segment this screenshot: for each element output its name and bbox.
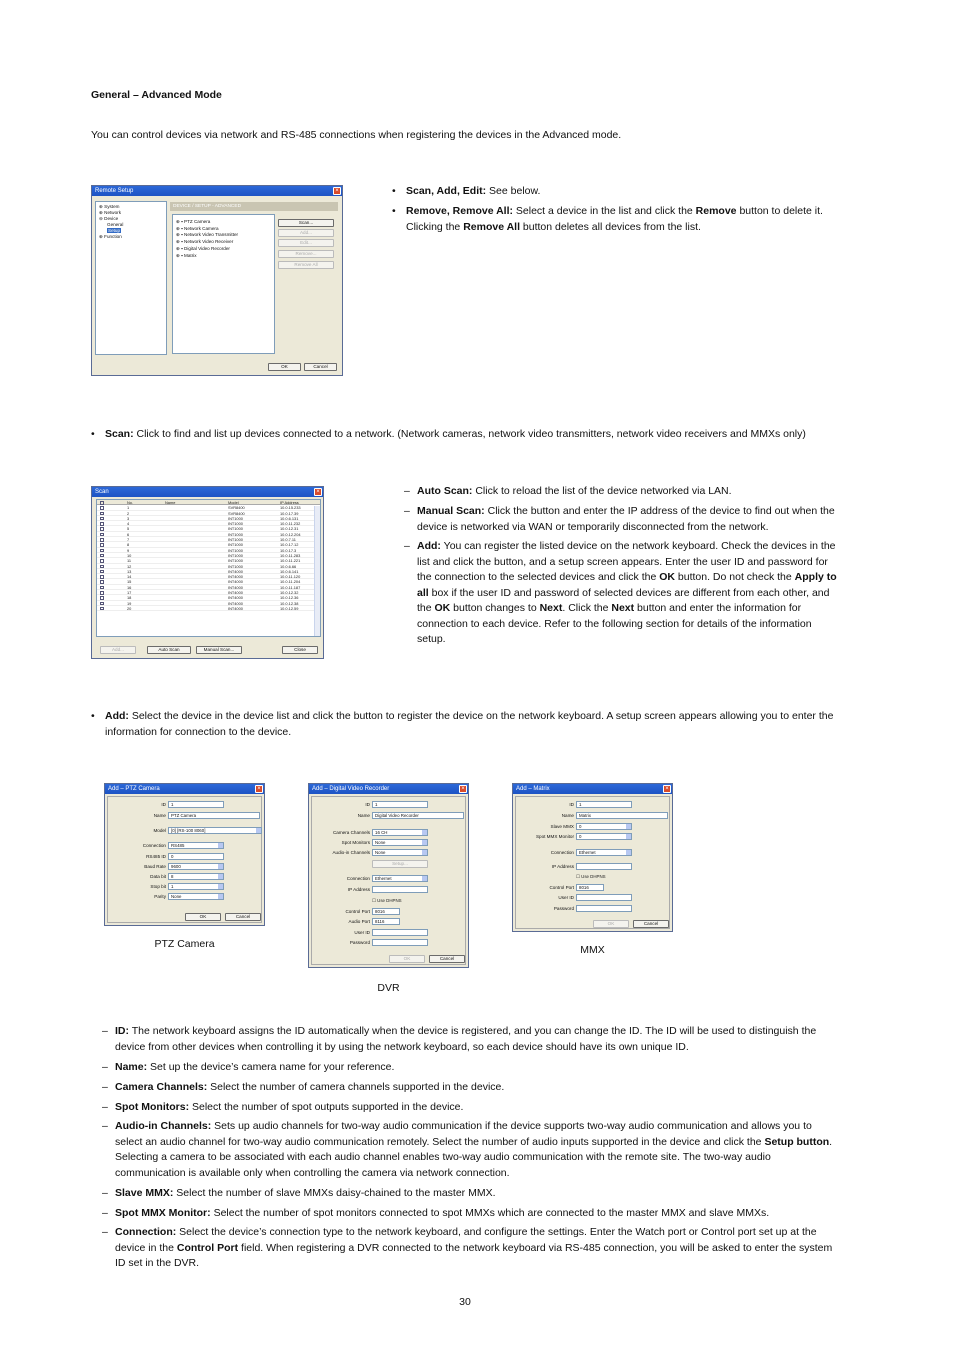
term-text: Select the device in the device list and click the button to register the device on the network keyboard. A setup screen appears allowing you to enter the information for connection to the device. bbox=[105, 710, 834, 738]
baud-rate-select[interactable]: 9600 bbox=[168, 863, 224, 870]
term-bold: Remove bbox=[695, 205, 737, 217]
term-label: Spot MMX Monitor: bbox=[115, 1207, 211, 1219]
tree-item-general[interactable]: General bbox=[107, 222, 124, 227]
name-label: Name bbox=[153, 813, 166, 818]
bullet-mark: • bbox=[392, 185, 396, 197]
term-text: button and enter the information for connection to each device. Refer to the following section for details of the information setup. bbox=[417, 602, 812, 645]
device-grid bbox=[96, 499, 321, 637]
row-checkbox[interactable] bbox=[100, 586, 104, 590]
add-ptz-camera-window bbox=[104, 783, 265, 926]
close-icon[interactable]: × bbox=[333, 187, 341, 195]
control-port-label: Control Port bbox=[549, 885, 574, 890]
ok-button[interactable]: OK bbox=[268, 363, 301, 371]
row-checkbox[interactable] bbox=[100, 538, 104, 542]
control-port-field[interactable]: 8016 bbox=[576, 884, 604, 891]
term-text: button to delete it. Clicking the bbox=[406, 205, 823, 233]
cell-ip: 10.0.11.283 bbox=[280, 552, 301, 558]
device-network-camera[interactable]: ⊕ ▪ Network Camera bbox=[176, 225, 219, 231]
cell-model: INT4000 bbox=[228, 600, 243, 606]
term-label: Connection: bbox=[115, 1226, 177, 1238]
cell-ip: 10.0.11.221 bbox=[280, 558, 301, 564]
close-icon[interactable]: × bbox=[255, 785, 263, 793]
cell-no: 17 bbox=[127, 590, 132, 596]
term-text: field. When registering a DVR connected to the network keyboard via RS-485 connection, you will be asked to enter the system ID set in the DVR. bbox=[115, 1241, 833, 1269]
slave-mmx-select[interactable]: 0 bbox=[576, 823, 632, 830]
term-bold: Next bbox=[611, 602, 635, 614]
remote-setup-window bbox=[91, 185, 343, 376]
model-select[interactable]: [0] [RS-100 8060] bbox=[168, 827, 262, 834]
cell-model: INT1000 bbox=[228, 531, 243, 537]
id-field[interactable]: 1 bbox=[576, 801, 632, 808]
password-field[interactable] bbox=[372, 939, 428, 946]
dvr-caption: DVR bbox=[377, 982, 400, 994]
stop-bit-label: Stop bit bbox=[150, 884, 166, 889]
dash-mark: – bbox=[404, 505, 410, 517]
data-bit-select[interactable]: 8 bbox=[168, 873, 224, 880]
term-bold: OK bbox=[659, 571, 675, 583]
baud-rate-label: Baud Rate bbox=[144, 864, 166, 869]
def-connection bbox=[102, 1225, 840, 1272]
page-number: 30 bbox=[459, 1296, 471, 1308]
spot-mmx-monitor-select[interactable]: 0 bbox=[576, 833, 632, 840]
audio-port-field[interactable]: 8116 bbox=[372, 918, 400, 925]
row-checkbox[interactable] bbox=[100, 512, 104, 516]
cell-no: 18 bbox=[127, 595, 132, 601]
dash-mark: – bbox=[102, 1226, 108, 1238]
select-all-checkbox[interactable] bbox=[100, 501, 104, 505]
form-panel bbox=[311, 796, 466, 965]
form-panel bbox=[107, 796, 262, 923]
cell-no: 4 bbox=[127, 521, 130, 527]
dash-mark: – bbox=[102, 1187, 108, 1199]
add-button[interactable]: Add... bbox=[278, 229, 334, 237]
camera-channels-select[interactable]: 16 CH bbox=[372, 829, 428, 836]
ip-address-label: IP Address bbox=[347, 887, 370, 892]
term-label: Camera Channels: bbox=[115, 1081, 208, 1093]
ip-address-label: IP Address bbox=[551, 864, 574, 869]
def-id bbox=[102, 1024, 840, 1055]
cell-no: 7 bbox=[127, 537, 130, 543]
cell-no: 19 bbox=[127, 600, 132, 606]
cell-ip: 10.0.12.31 bbox=[280, 526, 299, 532]
col-model: Model bbox=[228, 500, 239, 505]
table-row[interactable] bbox=[97, 606, 320, 611]
term-label: Add: bbox=[417, 540, 441, 552]
term-bold: Control Port bbox=[176, 1241, 239, 1254]
cell-ip: 10.0.17.39 bbox=[280, 510, 299, 516]
cell-no: 5 bbox=[127, 526, 130, 532]
tree-item-network[interactable]: ⊕ Network bbox=[99, 210, 121, 215]
close-icon[interactable]: × bbox=[314, 488, 322, 496]
connection-label: Connection bbox=[142, 843, 166, 848]
term-text: Select a device in the list and click the bbox=[512, 205, 696, 217]
row-checkbox[interactable] bbox=[100, 549, 104, 553]
device-tree bbox=[172, 214, 275, 354]
window-title: Add – Matrix bbox=[516, 786, 550, 792]
dash-mark: – bbox=[404, 485, 410, 497]
slave-mmx-label: Slave MMX bbox=[550, 824, 574, 829]
cancel-button[interactable]: Cancel bbox=[633, 920, 669, 928]
term-bold: Remove All bbox=[463, 220, 520, 233]
row-checkbox[interactable] bbox=[100, 607, 104, 611]
add-button[interactable]: Add... bbox=[100, 646, 136, 654]
spot-mmx-monitor-label: Spot MMX Monitor bbox=[535, 834, 574, 839]
row-checkbox[interactable] bbox=[100, 570, 104, 574]
dash-mark: – bbox=[102, 1120, 108, 1132]
cell-ip: 10.0.11.187 bbox=[280, 584, 301, 590]
cell-model: INT4000 bbox=[228, 584, 243, 590]
ok-button[interactable]: OK bbox=[389, 955, 425, 963]
cell-model: INT4000 bbox=[228, 574, 243, 580]
data-bit-label: Data bit bbox=[150, 874, 166, 879]
term-text: . Click the bbox=[562, 602, 612, 614]
user-id-field[interactable] bbox=[372, 929, 428, 936]
cell-model: INT4000 bbox=[228, 595, 243, 601]
cell-no: 14 bbox=[127, 574, 132, 580]
term-text: Click to find and list up devices connected to a network. (Network cameras, network video transmitters, network video receivers and MMXs only) bbox=[133, 428, 806, 440]
cell-ip: 10.0.11.204 bbox=[280, 579, 301, 585]
user-id-field[interactable] bbox=[576, 894, 632, 901]
tree-item-device[interactable]: ⊖ Device bbox=[99, 216, 119, 221]
row-checkbox[interactable] bbox=[100, 575, 104, 579]
rs485-id-label: RS485 ID bbox=[146, 854, 166, 859]
term-label: Audio-in Channels: bbox=[115, 1120, 212, 1132]
cell-ip: 10.0.17.3 bbox=[280, 547, 297, 553]
cell-ip: 10.0.12.59 bbox=[280, 605, 299, 611]
term-text: Select the number of camera channels supported in the device. bbox=[207, 1081, 505, 1093]
term-text: button changes to bbox=[450, 602, 540, 614]
term-text: box if the user ID and password of selected devices are different from each other, and the bbox=[417, 586, 830, 614]
device-network-video-transmitter[interactable]: ⊕ ▪ Network Video Transmitter bbox=[176, 232, 239, 238]
dash-mark: – bbox=[404, 540, 410, 552]
id-field[interactable]: 1 bbox=[168, 801, 224, 808]
tree-item-system[interactable]: ⊕ System bbox=[99, 204, 120, 209]
def-spot-monitors bbox=[102, 1100, 840, 1116]
term-label: Manual Scan: bbox=[417, 505, 485, 517]
cell-no: 8 bbox=[127, 542, 130, 548]
cell-model: INT1000 bbox=[228, 552, 243, 558]
add-dvr-window bbox=[308, 783, 469, 968]
cell-model: INT1000 bbox=[228, 558, 243, 564]
settings-tree bbox=[95, 201, 167, 355]
close-icon[interactable]: × bbox=[459, 785, 467, 793]
row-checkbox[interactable] bbox=[100, 506, 104, 510]
remove-all-button[interactable]: Remove All bbox=[278, 261, 334, 269]
id-label: ID bbox=[161, 802, 166, 807]
bullet-scan bbox=[91, 427, 871, 443]
cell-no: 1 bbox=[127, 505, 130, 511]
def-slave-mmx bbox=[102, 1186, 840, 1202]
cancel-button[interactable]: Cancel bbox=[429, 955, 465, 963]
dash-mark: – bbox=[102, 1207, 108, 1219]
cell-model: INT1000 bbox=[228, 537, 243, 543]
window-title: Remote Setup bbox=[95, 188, 134, 194]
spot-monitors-select[interactable]: None bbox=[372, 839, 428, 846]
ip-address-field[interactable] bbox=[372, 886, 428, 893]
rs485-id-field[interactable]: 0 bbox=[168, 853, 224, 860]
parity-select[interactable]: None bbox=[168, 893, 224, 900]
cell-ip: 10.0.17.12 bbox=[280, 542, 299, 548]
dash-mark: – bbox=[102, 1081, 108, 1093]
breadcrumb: DEVICE / SETUP - ADVANCED bbox=[170, 202, 338, 211]
def-name bbox=[102, 1060, 840, 1076]
term-text: See below. bbox=[486, 185, 541, 197]
device-matrix[interactable]: ⊕ ▪ Matrix bbox=[176, 252, 197, 258]
name-field[interactable]: Digital Video Recorder bbox=[372, 812, 464, 819]
def-camera-channels bbox=[102, 1080, 840, 1096]
bullet-scan-add-edit bbox=[392, 184, 842, 200]
row-checkbox[interactable] bbox=[100, 591, 104, 595]
dash-mark: – bbox=[102, 1061, 108, 1073]
cell-model: INT4000 bbox=[228, 568, 243, 574]
name-field[interactable]: PTZ Camera bbox=[168, 812, 260, 819]
section-heading: General – Advanced Mode bbox=[91, 89, 222, 101]
term-label: Slave MMX: bbox=[115, 1187, 174, 1199]
cancel-button[interactable]: Cancel bbox=[225, 913, 261, 921]
cell-no: 20 bbox=[127, 605, 132, 611]
password-label: Password bbox=[553, 906, 574, 911]
connection-select[interactable]: Ethernet bbox=[576, 849, 632, 856]
row-checkbox[interactable] bbox=[100, 533, 104, 537]
window-title: Add – PTZ Camera bbox=[108, 786, 160, 792]
spot-monitors-label: Spot Monitors bbox=[341, 840, 370, 845]
col-no: No. bbox=[127, 500, 134, 505]
term-text: Select the number of spot outputs supported in the device. bbox=[189, 1101, 464, 1113]
name-label: Name bbox=[561, 813, 574, 818]
term-bold: Apply to all bbox=[417, 571, 837, 599]
cell-model: INT1000 bbox=[228, 521, 243, 527]
term-text: The network keyboard assigns the ID automatically when the device is registered, and you can change the ID. The ID will be used to distinguish the device from other devices when controlling it by using the network keyboard, so each device should have its own unique ID. bbox=[115, 1025, 817, 1053]
term-text: button deletes all devices from the list. bbox=[520, 220, 701, 233]
tree-item-setup[interactable]: Setup bbox=[108, 228, 121, 233]
connection-label: Connection bbox=[550, 850, 574, 855]
term-bold: Next bbox=[539, 602, 563, 614]
col-ip: IP Address bbox=[280, 500, 299, 505]
term-label: Auto Scan: bbox=[417, 485, 473, 497]
cell-model: INT4000 bbox=[228, 579, 243, 585]
device-network-video-receiver[interactable]: ⊕ ▪ Network Video Receiver bbox=[176, 239, 234, 245]
title-bar bbox=[105, 784, 264, 794]
term-text: button. Do not check the bbox=[674, 571, 795, 583]
row-checkbox[interactable] bbox=[100, 596, 104, 600]
cell-no: 9 bbox=[127, 547, 130, 553]
cell-no: 6 bbox=[127, 531, 130, 537]
cancel-button[interactable]: Cancel bbox=[304, 363, 337, 371]
term-text: Set up the device’s camera name for your reference. bbox=[147, 1061, 395, 1073]
intro-paragraph: You can control devices via network and RS-485 connections when registering the devices in the Advanced mode. bbox=[91, 129, 622, 141]
auto-scan-button[interactable]: Auto Scan bbox=[147, 646, 191, 654]
connection-select[interactable]: RS485 bbox=[168, 842, 224, 849]
dash-add bbox=[404, 539, 840, 648]
cell-no: 16 bbox=[127, 584, 132, 590]
tree-item-function[interactable]: ⊕ Function bbox=[99, 234, 122, 239]
parity-label: Parity bbox=[154, 894, 166, 899]
term-text: . Selecting a camera to be associated with each audio channel enables two-way audio communication with the remote site. The two-way audio communication is available only when controlling the camera via network connection. bbox=[115, 1135, 833, 1179]
bullet-mark: • bbox=[392, 205, 396, 217]
term-label: Scan: bbox=[105, 428, 134, 440]
cell-ip: 10.0.12.32 bbox=[280, 590, 299, 596]
grid-body bbox=[97, 505, 320, 611]
cell-ip: 10.0.11.232 bbox=[280, 521, 301, 527]
close-button[interactable]: Close bbox=[282, 646, 318, 654]
setup-button[interactable]: Setup... bbox=[372, 860, 428, 868]
grid-scrollbar[interactable] bbox=[314, 506, 320, 637]
ok-button[interactable]: OK bbox=[185, 913, 221, 921]
def-spot-mmx-monitor bbox=[102, 1206, 840, 1222]
row-checkbox[interactable] bbox=[100, 554, 104, 558]
bullet-mark: • bbox=[91, 428, 95, 440]
ip-address-field[interactable] bbox=[576, 863, 632, 870]
dash-mark: – bbox=[102, 1101, 108, 1113]
cell-model: INT1000 bbox=[228, 542, 243, 548]
mmx-caption: MMX bbox=[580, 944, 605, 956]
title-bar bbox=[92, 186, 342, 196]
term-bold: OK bbox=[434, 602, 451, 614]
title-bar bbox=[513, 784, 672, 794]
name-label: Name bbox=[357, 813, 370, 818]
dhpns-checkbox[interactable]: ☐ Use DHPNS bbox=[576, 874, 606, 879]
dash-mark: – bbox=[102, 1025, 108, 1037]
device-digital-video-recorder[interactable]: ⊕ ▪ Digital Video Recorder bbox=[176, 245, 230, 251]
bullet-mark: • bbox=[91, 710, 95, 722]
user-id-label: User ID bbox=[558, 895, 574, 900]
cell-ip: 10.0.12.36 bbox=[280, 595, 299, 601]
cell-ip: 10.0.7.11 bbox=[280, 537, 296, 543]
cell-no: 10 bbox=[127, 552, 132, 558]
cell-no: 2 bbox=[127, 510, 130, 516]
audio-in-channels-label: Audio-in Channels bbox=[332, 850, 370, 855]
stop-bit-select[interactable]: 1 bbox=[168, 883, 224, 890]
term-label: Scan, Add, Edit: bbox=[406, 185, 487, 197]
audio-in-channels-select[interactable]: None bbox=[372, 849, 428, 856]
ok-button[interactable]: OK bbox=[593, 920, 629, 928]
cell-ip: 10.0.15.233 bbox=[280, 505, 301, 511]
cell-model: INT1000 bbox=[228, 547, 243, 553]
control-port-label: Control Port bbox=[345, 909, 370, 914]
model-label: Model bbox=[153, 828, 166, 833]
bullet-remove bbox=[392, 204, 842, 235]
col-name: Name bbox=[165, 500, 176, 505]
row-checkbox[interactable] bbox=[100, 602, 104, 606]
password-label: Password bbox=[349, 940, 370, 945]
row-checkbox[interactable] bbox=[100, 565, 104, 569]
cell-model: INT1000 bbox=[228, 526, 243, 532]
term-label: Remove, Remove All: bbox=[406, 205, 513, 217]
term-text: Select the number of spot monitors connected to spot MMXs which are connected to the master MMX and slave MMXs. bbox=[210, 1207, 770, 1219]
remove-button[interactable]: Remove... bbox=[278, 250, 334, 258]
term-text: You can register the listed device on the network keyboard. Check the devices in the list and click the button, and a setup screen appears. Enter the user ID and password for the connection to the selected devices and click the bbox=[417, 540, 836, 583]
connection-select[interactable]: Ethernet bbox=[372, 875, 428, 882]
cell-ip: 10.0.12.38 bbox=[280, 600, 299, 606]
cell-model: INT4000 bbox=[228, 605, 243, 611]
term-label: Spot Monitors: bbox=[115, 1101, 190, 1113]
user-id-label: User ID bbox=[354, 930, 370, 935]
bullet-add bbox=[91, 709, 841, 740]
term-text: Click to reload the list of the device networked via LAN. bbox=[472, 485, 732, 497]
term-text: Select the number of slave MMXs daisy-chained to the master MMX. bbox=[173, 1187, 496, 1199]
def-audio-in-channels bbox=[102, 1119, 840, 1181]
cell-ip: 10.0.6.66 bbox=[280, 563, 297, 569]
scan-button[interactable]: Scan... bbox=[278, 219, 334, 227]
connection-label: Connection bbox=[346, 876, 370, 881]
term-label: Name: bbox=[115, 1061, 148, 1073]
term-text: Sets up audio channels for two-way audio communication if the device supports two-way audio communication and allows you to select an audio channel for two-way audio communication remotely. Select the number of audio inputs supported in the device and click the bbox=[115, 1120, 812, 1148]
add-matrix-window bbox=[512, 783, 673, 932]
id-field[interactable]: 1 bbox=[372, 801, 428, 808]
row-checkbox[interactable] bbox=[100, 580, 104, 584]
edit-button[interactable]: Edit... bbox=[278, 239, 334, 247]
cell-ip: 10.0.6.131 bbox=[280, 515, 299, 521]
term-bold: Setup button bbox=[764, 1135, 830, 1148]
cell-no: 11 bbox=[127, 558, 132, 564]
id-label: ID bbox=[569, 802, 574, 807]
close-icon[interactable]: × bbox=[663, 785, 671, 793]
scan-window bbox=[91, 486, 324, 659]
term-label: ID: bbox=[115, 1025, 129, 1037]
control-port-field[interactable]: 8016 bbox=[372, 908, 400, 915]
cell-ip: 10.0.11.120 bbox=[280, 574, 301, 580]
cell-model: INT1000 bbox=[228, 563, 243, 569]
term-label: Add: bbox=[105, 710, 129, 722]
cell-model: INT1000 bbox=[228, 515, 243, 521]
cell-model: SVR8400 bbox=[228, 505, 245, 511]
name-field[interactable]: Matrix bbox=[576, 812, 668, 819]
cell-no: 12 bbox=[127, 563, 132, 569]
title-bar bbox=[309, 784, 468, 794]
cell-ip: 10.0.6.141 bbox=[280, 568, 299, 574]
row-checkbox[interactable] bbox=[100, 543, 104, 547]
window-title: Add – Digital Video Recorder bbox=[312, 786, 390, 792]
cell-no: 13 bbox=[127, 568, 132, 574]
row-checkbox[interactable] bbox=[100, 559, 104, 563]
dash-manual-scan bbox=[404, 504, 840, 535]
ptz-camera-caption: PTZ Camera bbox=[154, 938, 215, 950]
cell-model: SVR8400 bbox=[228, 510, 245, 516]
cell-no: 15 bbox=[127, 579, 132, 585]
device-ptz-camera[interactable]: ⊕ ▪ PTZ Camera bbox=[176, 219, 211, 224]
row-checkbox[interactable] bbox=[100, 522, 104, 526]
row-checkbox[interactable] bbox=[100, 517, 104, 521]
id-label: ID bbox=[365, 802, 370, 807]
term-text: Select the device’s connection type to the network keyboard, and configure the settings. Enter the Watch port or Control port set up at the device in the bbox=[115, 1226, 817, 1254]
cell-model: INT4000 bbox=[228, 590, 243, 596]
cell-ip: 10.0.12.204 bbox=[280, 531, 301, 537]
dhpns-checkbox[interactable]: ☐ Use DHPNS bbox=[372, 898, 402, 903]
dash-auto-scan bbox=[404, 484, 840, 500]
password-field[interactable] bbox=[576, 905, 632, 912]
manual-scan-button[interactable]: Manual Scan... bbox=[196, 646, 242, 654]
audio-port-label: Audio Port bbox=[348, 919, 370, 924]
cell-no: 3 bbox=[127, 515, 130, 521]
row-checkbox[interactable] bbox=[100, 527, 104, 531]
term-text: Click the button and enter the IP address of the device to find out when the device is networked via WAN or temporarily disconnected from the network. bbox=[417, 505, 835, 533]
window-title: Scan bbox=[95, 489, 109, 495]
camera-channels-label: Camera Channels bbox=[332, 830, 370, 835]
form-panel bbox=[515, 796, 670, 929]
title-bar bbox=[92, 487, 323, 497]
